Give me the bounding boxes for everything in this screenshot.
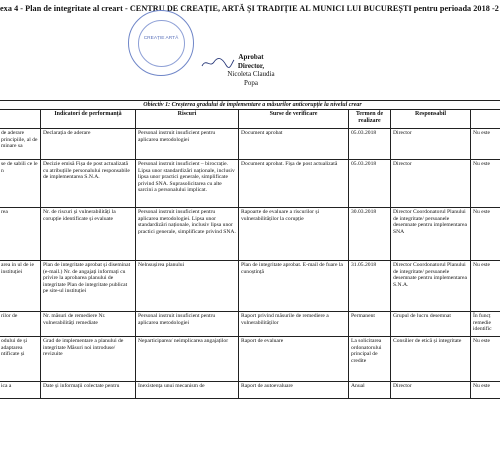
table-cell: Personal instruit insuficient – birocrație. Lipsa unor standardizări naționale, inclusiv lipsa unor practici generale, simplificate privind SNA. Suprasolicitarea cu alte sarcini a personalului implicat. bbox=[136, 160, 239, 208]
table-cell: Nu este bbox=[471, 382, 500, 399]
table-cell: Nu este bbox=[471, 337, 500, 382]
table-cell: Nelnsușirea planului bbox=[136, 261, 239, 312]
table-cell: 31.05.2018 bbox=[349, 261, 391, 312]
table-cell: Nu este bbox=[471, 129, 500, 160]
table-cell: Declarația de aderare bbox=[41, 129, 136, 160]
table-row bbox=[0, 382, 500, 399]
approval-name: Nicoleta Claudia Popa bbox=[227, 70, 275, 87]
objective-row: Obiectiv 1: Creșterea gradului de implementare a măsurilor anticorupție la nivelul crear bbox=[0, 101, 500, 110]
table-cell: La solicitarea ordonatorului principal de credite bbox=[349, 337, 391, 382]
table-cell: Raport de evaluare bbox=[239, 337, 349, 382]
table-cell: Personal instruit insuficient pentru aplicarea metodologiei. Lipsa unor standardizări naționale, inclusiv lipsa unor practici generale, simplificate privind SNA. bbox=[136, 208, 239, 261]
table-cell: Director bbox=[391, 129, 471, 160]
table-cell: Plan de integritate aprobat. E-mail de fuare la cunoștință bbox=[239, 261, 349, 312]
table-cell: Director bbox=[391, 382, 471, 399]
table-cell: area in ul de ie instituției bbox=[0, 261, 41, 312]
header-cell: Indicatori de performanță bbox=[41, 110, 136, 129]
table-cell: se de sabili ce le n bbox=[0, 160, 41, 208]
table-cell: odului de și adaptarea ntificate și bbox=[0, 337, 41, 382]
table-cell: Document aprobat bbox=[239, 129, 349, 160]
table-row bbox=[0, 312, 500, 337]
table-cell: Decizie emisă Fișa de post actualizată cu atribuțiile personalului responsabile de implementarea S.N.A. bbox=[41, 160, 136, 208]
table-cell: Consilier de etică și integritate bbox=[391, 337, 471, 382]
table-cell: Grad de implementare a planului de integritate Măsuri noi introduse/ revizuite bbox=[41, 337, 136, 382]
table-cell: Personal instruit insuficient pentru aplicarea metodologiei bbox=[136, 312, 239, 337]
approval-label: Aprobat bbox=[238, 53, 264, 61]
table-cell: În funcț remedie identific bbox=[471, 312, 500, 337]
header-cell: Surse de verificare bbox=[239, 110, 349, 129]
table-cell: Neparticiparea/ neimplicarea angajaților bbox=[136, 337, 239, 382]
integrity-plan-table bbox=[0, 100, 500, 399]
table-cell: 05.03.2018 bbox=[349, 129, 391, 160]
stamp-inner-ring bbox=[138, 20, 185, 67]
table-cell: Plan de integritate aprobat și diseminat (e-mail.) Nr. de angajați informați cu privire la aprobarea planului de integritate Plan de integritate publicat pe site-ul instituției bbox=[41, 261, 136, 312]
table-cell: Nr. măsuri de remediere Nr. vulnerabilități remediate bbox=[41, 312, 136, 337]
header-cell bbox=[471, 110, 500, 129]
table-cell: Director Coordonatorul Planului de integritate/ persoanele desemnate pentru implementarea SNA bbox=[391, 208, 471, 261]
table-cell: Anual bbox=[349, 382, 391, 399]
table-cell: Rapoarte de evaluare a riscurilor și vulnerabilităților la corupție bbox=[239, 208, 349, 261]
table-cell: Nr. de riscuri și vulnerabilități la corupție identificate și evaluate bbox=[41, 208, 136, 261]
table-row bbox=[0, 160, 500, 208]
header-cell: Responsabil bbox=[391, 110, 471, 129]
table-cell: Raport de autoevaluare bbox=[239, 382, 349, 399]
table-cell: Inexistența unui mecanism de bbox=[136, 382, 239, 399]
table-cell: Personal instruit insuficient pentru aplicarea metodologiei bbox=[136, 129, 239, 160]
table-cell: Grupul de lucru desemnat bbox=[391, 312, 471, 337]
table-cell: rea bbox=[0, 208, 41, 261]
document-title: exa 4 - Plan de integritate al creart - CENTRU DE CREAȚIE, ARTĂ ȘI TRADIȚIE AL MUNICI LUI BUCUREȘTI pentru perioada 2018 -2 bbox=[0, 4, 499, 13]
table-cell: Nu este bbox=[471, 208, 500, 261]
table-cell: Nu este bbox=[471, 160, 500, 208]
table-cell: Date și informații colectate pentru bbox=[41, 382, 136, 399]
header-row bbox=[0, 110, 500, 129]
table-cell: rilor de bbox=[0, 312, 41, 337]
official-stamp bbox=[128, 10, 194, 76]
table-cell: ica a bbox=[0, 382, 41, 399]
table-cell: Permanent bbox=[349, 312, 391, 337]
header-cell: Termen de realizare bbox=[349, 110, 391, 129]
table-cell: 30.03.2018 bbox=[349, 208, 391, 261]
approval-role: Director, bbox=[237, 61, 265, 70]
table-row bbox=[0, 261, 500, 312]
table-cell: Nu este bbox=[471, 261, 500, 312]
header-cell bbox=[0, 110, 41, 129]
table-row bbox=[0, 129, 500, 160]
table-cell: Raport privind măsurile de remediere a vulnerabilităților bbox=[239, 312, 349, 337]
approval-block bbox=[221, 53, 281, 87]
table-row bbox=[0, 208, 500, 261]
table-cell: Director Coordonatorul Planului de integritate/ persoanele desemnate pentru implementarea S.N.A. bbox=[391, 261, 471, 312]
table-cell: 05.03.2018 bbox=[349, 160, 391, 208]
table-row bbox=[0, 337, 500, 382]
stamp-text: CREAȚIE ARTĂ bbox=[143, 36, 179, 41]
header-cell: Riscuri bbox=[136, 110, 239, 129]
table-cell: Director bbox=[391, 160, 471, 208]
table-cell: Document aprobat. Fișa de post actualizată bbox=[239, 160, 349, 208]
table-cell: de aderare principiile, al de minare sa bbox=[0, 129, 41, 160]
